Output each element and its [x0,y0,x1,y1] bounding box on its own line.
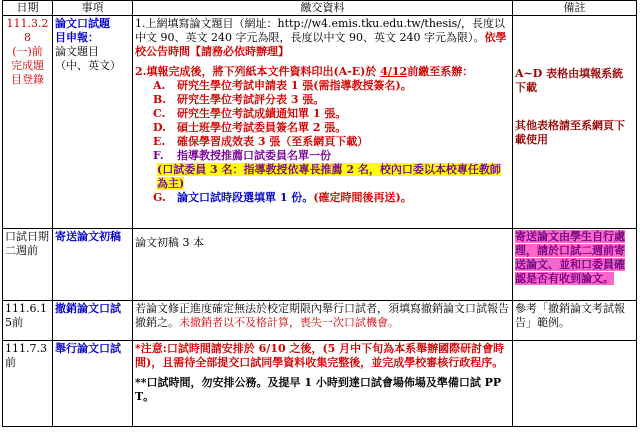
step2-date: 4/12 [380,65,408,78]
doc-text: 指導教授推薦口試委員名單一份 [177,149,331,162]
doc-item-b [135,93,510,107]
row1-date-line4: 目登錄 [11,73,44,86]
doc-letter: E. [153,135,166,148]
step1-paragraph [135,17,510,59]
doc-letter: A. [153,79,166,92]
row4-main-reminder: **口試時間，勿安排公務。及提早 1 小時到達口試會場佈場及準備口試 PPT。 [135,376,502,403]
doc-item-a [135,79,510,93]
row1-date-line3: 完成題 [11,59,44,72]
doc-item-e [135,135,510,149]
row1-item-line3: 論文題目 [55,45,99,58]
doc-letter: F. [153,149,164,162]
row1-date-line2: (一)前 [12,45,43,58]
schedule-table [2,0,637,427]
doc-text: 碩士班學位考試委員簽名單 2 張。 [177,121,347,134]
row2-main [133,229,513,301]
row-cancel-defense [3,301,637,341]
row1-date [3,16,53,229]
row1-main [133,16,513,229]
row3-date: 111.6.15前 [3,301,53,341]
step2-post: 前繳至系辦： [407,65,474,78]
row3-main-text: 若論文修正進度確定無法於校定期限內舉行口試者，須填寫撤銷論文口試報告撤銷之。 [135,302,509,329]
row3-item: 撤銷論文口試 [53,301,133,341]
doc-letter: C. [153,107,166,120]
row1-item [53,16,133,229]
doc-letter: D. [153,121,166,134]
doc-f-note: (口試委員 3 名：指導教授依專長推薦 2 名，校內口委以本校專任教師為主) [157,163,501,190]
row3-main [133,301,513,341]
header-date: 日期 [3,1,53,16]
row2-note [513,229,637,301]
doc-item-c [135,107,510,121]
doc-letter: G. [153,191,166,204]
row4-item: 舉行論文口試 [53,341,133,427]
doc-item-f [135,149,510,163]
row1-note1: A~D 表格由填報系統下載 [515,67,624,94]
header-row [3,1,637,16]
header-note: 備註 [513,1,637,16]
row4-main-notice: *注意:口試時間請安排於 6/10 之後，(5 月中下旬為本系舉辦國際研討會時間)，且需待全部提交口試同學資料收集完整後，並完成學校審核行政程序。 [135,342,505,369]
doc-letter: B. [153,93,167,106]
doc-item-d [135,121,510,135]
row3-main-warning: 未撤銷者以不及格計算，喪失一次口試機會。 [179,316,399,329]
step2-paragraph [135,65,510,79]
doc-text: 研究生學位考試評分表 3 張。 [177,93,325,106]
step1-deadline-note: 依學校公告時間【請務必依時辦理】 [135,31,507,58]
step2-pre: 2.填報完成後，將下列紙本文件資料印出(A-E)於 [135,65,377,78]
doc-text: 研究生學位考試申請表 1 張(需指導教授簽名)。 [177,79,412,92]
doc-f-note-wrap [135,163,510,191]
row1-item-line1: 論文口試題 [55,17,110,30]
row-send-draft [3,229,637,301]
row-hold-defense [3,341,637,427]
row-title-registration [3,16,637,229]
row1-note [513,16,637,229]
doc-text: 論文口試時段選填單 1 份。 [177,191,314,204]
row1-item-line4: （中、英文） [55,59,121,72]
doc-g-note: (確定時間後再送)。 [313,191,412,204]
row4-note [513,341,637,427]
row4-main [133,341,513,427]
row2-main-text: 論文初稿 3 本 [135,236,204,249]
row2-note-text: 寄送論文由學生自行處理，請於口試二週前寄送論文、並和口委員確認是否有收到論文。 [515,230,625,285]
row1-note2: 其他表格請至系網頁下載使用 [515,119,625,146]
row4-date: 111.7.3前 [3,341,53,427]
row3-note: 參考「撤銷論文考試報告」範例。 [513,301,637,341]
row1-date-line1: 111.3.28 [6,17,49,44]
row2-item: 寄送論文初稿 [53,229,133,301]
schedule-document [2,0,636,435]
row2-date: 口試日期二週前 [3,229,53,301]
doc-item-g [135,191,510,205]
row1-item-line2: 目申報： [55,31,99,44]
doc-text: 確保學習成效表 3 張（至系網頁下載） [177,135,369,148]
header-main: 繳交資料 [133,1,513,16]
header-item: 事項 [53,1,133,16]
step1-text: 1.上網填寫論文題目（網址：http://w4.emis.tku.edu.tw/thesis/，長度以中文 90、英文 240 字元為限，長度以中文 90、英文 240 字元為限）。 [135,17,505,44]
doc-text: 研究生學位考試成績通知單 1 張。 [177,107,347,120]
